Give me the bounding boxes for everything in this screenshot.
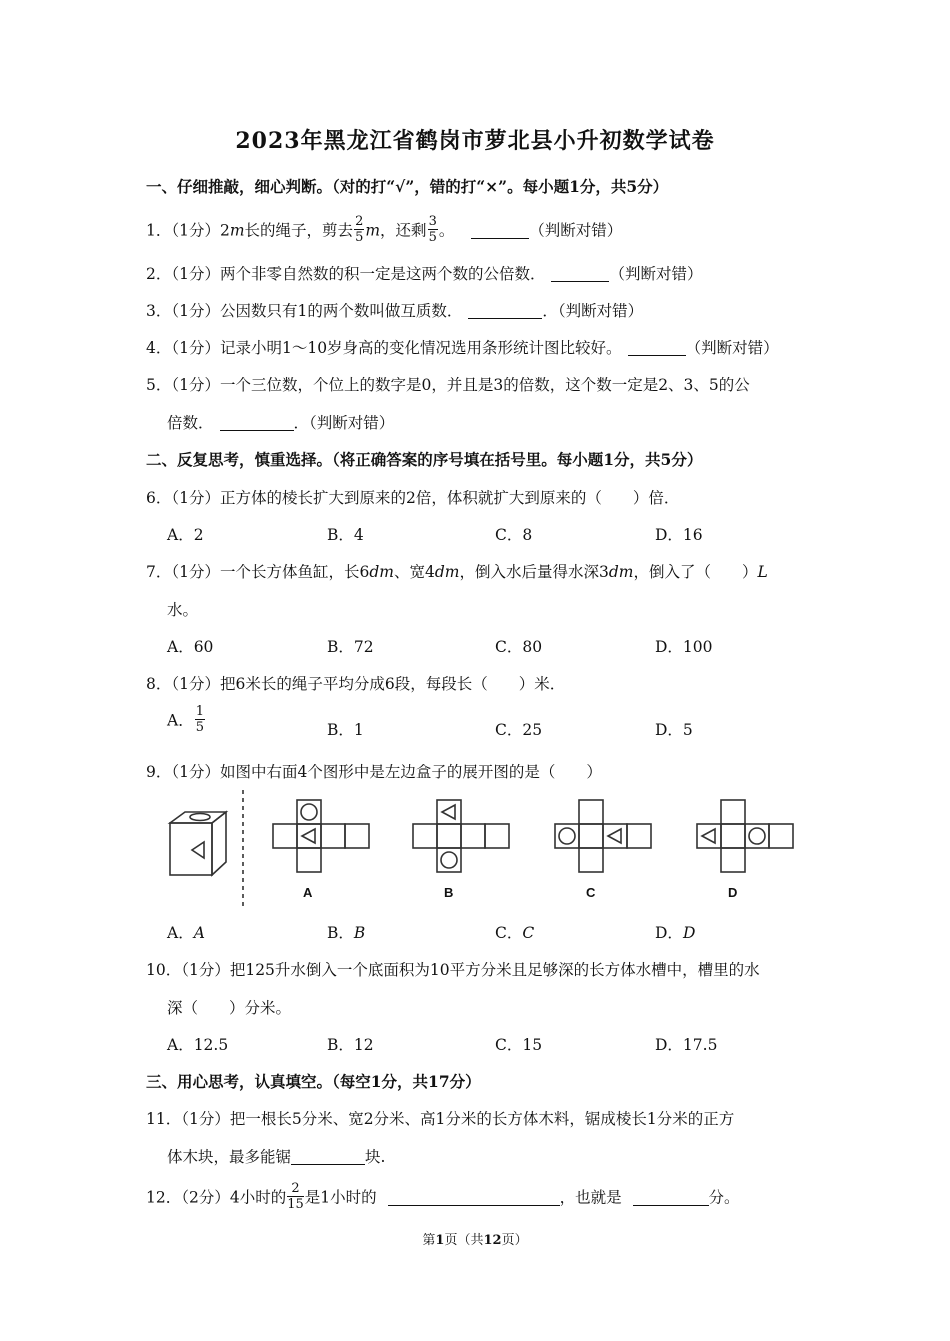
answer-blank[interactable] (468, 303, 542, 320)
q7-option-b[interactable]: B．72 (327, 638, 374, 656)
question-3: 3．（1分）公因数只有1的两个数叫做互质数． ．（判断对错） (146, 302, 644, 320)
q10-option-c[interactable]: C．15 (495, 1036, 543, 1054)
question-5-line1: 5．（1分）一个三位数，个位上的数字是0，并且是3的倍数，这个数一定是2、3、5的公 (146, 376, 750, 394)
question-2: 2．（1分）两个非零自然数的积一定是这两个数的公倍数． （判断对错） (146, 265, 703, 283)
net-a-image (273, 800, 369, 872)
question-4: 4．（1分）记录小明1～10岁身高的变化情况选用条形统计图比较好。 （判断对错） (146, 339, 779, 357)
q10-option-a[interactable]: A．12.5 (167, 1036, 229, 1054)
net-b-image (413, 800, 509, 872)
q8-option-c[interactable]: C．25 (495, 721, 543, 739)
q8-option-b[interactable]: B．1 (327, 721, 364, 739)
answer-blank[interactable] (633, 1189, 709, 1206)
q9-option-d[interactable]: D．D (655, 924, 696, 942)
fraction-1-5: $\frac{1}{5}$ (195, 704, 204, 735)
question-6: 6．（1分）正方体的棱长扩大到原来的2倍，体积就扩大到原来的（ ）倍． (146, 489, 680, 507)
q7-option-a[interactable]: A．60 (167, 638, 214, 656)
q6-option-c[interactable]: C．8 (495, 526, 533, 544)
box-3d-image (170, 812, 226, 875)
q6-option-a[interactable]: A．2 (167, 526, 204, 544)
question-8: 8．（1分）把6米长的绳子平均分成6段，每段长（ ）米． (146, 675, 566, 693)
q9-figure (160, 788, 810, 913)
question-7-line2: 水。 (167, 601, 199, 619)
net-c-label: C (586, 885, 596, 900)
question-11-line2: 体木块，最多能锯 块. (167, 1148, 386, 1166)
net-c-image (555, 800, 651, 872)
page-title: 2023年黑龙江省鹤岗市萝北县小升初数学试卷 (235, 128, 715, 154)
q7-option-d[interactable]: D．100 (655, 638, 713, 656)
answer-blank[interactable] (291, 1149, 365, 1166)
section-2-heading: 二、反复思考，慎重选择。（将正确答案的序号填在括号里。每小题1分，共5分） (146, 450, 703, 469)
net-d-image (697, 800, 793, 872)
q10-option-b[interactable]: B．12 (327, 1036, 374, 1054)
question-10-line1: 10．（1分）把125升水倒入一个底面积为10平方分米且足够深的长方体水槽中，槽里的水 (146, 961, 760, 979)
question-10-line2: 深（ ）分米。 (167, 999, 292, 1017)
question-9: 9．（1分）如图中右面4个图形中是左边盒子的展开图的是（ ） (146, 763, 602, 781)
question-1: 1．（1分）2m长的绳子，剪去 $\frac{2}{5}$ m，还剩 $\frac{3}{5}$ 。 （判断对错） (146, 214, 623, 245)
q8-option-d[interactable]: D．5 (655, 721, 693, 739)
fraction-2-15: $\frac{2}{15}$ (287, 1181, 304, 1212)
q9-option-b[interactable]: B．B (327, 924, 366, 942)
fraction-2-5: $\frac{2}{5}$ (355, 214, 364, 245)
question-11-line1: 11．（1分）把一根长5分米、宽2分米、高1分米的长方体木料，锯成棱长1分米的正方 (146, 1110, 735, 1128)
fraction-3-5: $\frac{3}{5}$ (428, 214, 437, 245)
question-7-line1: 7．（1分）一个长方体鱼缸，长6dm、宽4dm，倒入水后量得水深3dm，倒入了（ ）L (146, 563, 768, 581)
question-5-line2: 倍数． ．（判断对错） (167, 414, 395, 432)
answer-blank[interactable] (551, 266, 609, 283)
net-b-label: B (444, 885, 454, 900)
answer-blank[interactable] (220, 415, 294, 432)
section-1-heading: 一、仔细推敲，细心判断。（对的打“√”，错的打“×”。每小题1分，共5分） (146, 177, 669, 196)
q7-option-c[interactable]: C．80 (495, 638, 543, 656)
answer-blank[interactable] (471, 222, 529, 239)
q9-option-c[interactable]: C．C (495, 924, 535, 942)
answer-blank[interactable] (628, 340, 686, 357)
section-3-heading: 三、用心思考，认真填空。（每空1分，共17分） (146, 1072, 481, 1091)
net-a-label: A (303, 885, 313, 900)
q9-option-a[interactable]: A．A (167, 924, 205, 942)
net-d-label: D (728, 885, 738, 900)
q6-option-b[interactable]: B．4 (327, 526, 364, 544)
answer-blank[interactable] (388, 1189, 560, 1206)
q6-option-d[interactable]: D．16 (655, 526, 703, 544)
q10-option-d[interactable]: D．17.5 (655, 1036, 718, 1054)
page-footer: 第1页（共12页） (422, 1233, 528, 1248)
question-12: 12．（2分）4小时的 $\frac{2}{15}$ 是1小时的 ，也就是 分。 (146, 1181, 740, 1212)
q8-option-a[interactable]: A． $\frac{1}{5}$ (167, 704, 204, 735)
